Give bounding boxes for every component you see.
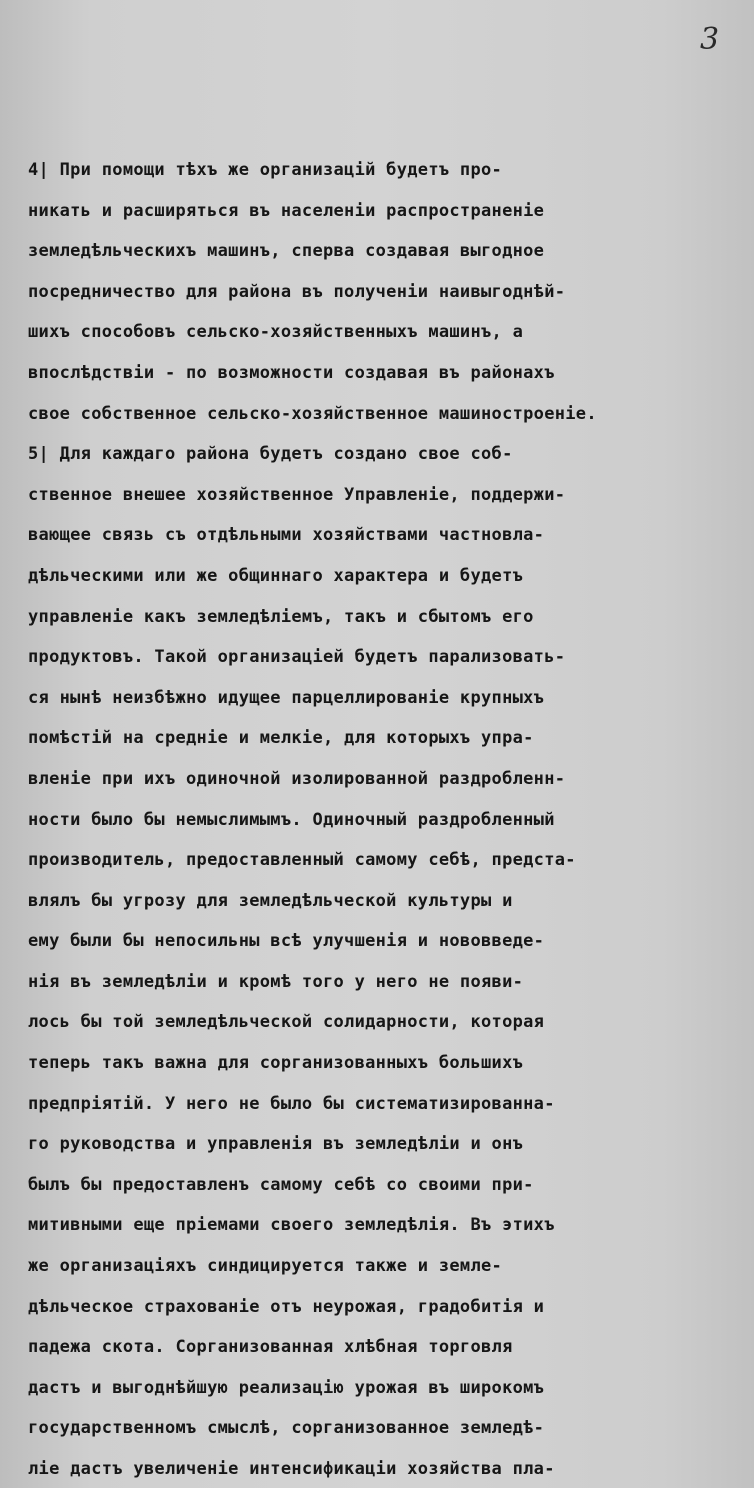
text-line: ему были бы непосильны всѣ улучшенія и нововведе-: [28, 931, 545, 952]
text-line: помѣстій на средніе и мелкіе, для которыхъ упра-: [28, 728, 534, 749]
text-line: падежа скота. Сорганизованная хлѣбная торговля: [28, 1337, 513, 1358]
text-line: посредничество для района въ полученіи наивыгоднѣй-: [28, 281, 566, 302]
text-line: 4| При помощи тѣхъ же организацій будетъ про-: [28, 160, 503, 180]
text-line: управленіе какъ земледѣліемъ, такъ и сбытомъ его: [28, 606, 534, 627]
text-line: государственномъ смыслѣ, сорганизованное земледѣ-: [28, 1418, 545, 1439]
text-line: шихъ способовъ сельско-хозяйственныхъ машинъ, а: [28, 322, 524, 343]
text-line: ственное внешее хозяйственное Управленіе, поддержи-: [28, 484, 566, 505]
text-line: дѣльческими или же общиннаго характера и будетъ: [28, 565, 524, 586]
typed-text-body: [28, 150, 708, 1488]
text-line: предпріятій. У него не было бы систематизированна-: [28, 1093, 555, 1114]
text-line: ліе дастъ увеличеніе интенсификаціи хозяйства пла-: [28, 1459, 555, 1479]
text-line: впослѣдствіи - по возможности создавая въ районахъ: [28, 362, 555, 383]
text-line: земледѣльческихъ машинъ, сперва создавая выгодное: [28, 241, 545, 262]
text-line: дастъ и выгоднѣйшую реализацію урожая въ широкомъ: [28, 1377, 545, 1398]
text-line: ся нынѣ неизбѣжно идущее парцеллированіе крупныхъ: [28, 687, 545, 708]
text-line: влялъ бы угрозу для земледѣльческой культуры и: [28, 890, 513, 911]
text-line: производитель, предоставленный самому себѣ, предста-: [28, 850, 576, 871]
text-line: продуктовъ. Такой организаціей будетъ парализовать-: [28, 647, 566, 668]
text-line: же организаціяхъ синдицируется также и земле-: [28, 1256, 503, 1277]
text-line: нія въ земледѣліи и кромѣ того у него не появи-: [28, 971, 524, 992]
text-line: 5| Для каждаго района будетъ создано свое соб-: [28, 444, 513, 465]
text-line: никать и расширяться въ населеніи распространеніе: [28, 200, 545, 221]
text-line: теперь такъ важна для сорганизованныхъ большихъ: [28, 1053, 524, 1074]
page-number: 3: [700, 22, 720, 57]
text-line: митивными еще пріемами своего земледѣлія. Въ этихъ: [28, 1215, 555, 1236]
text-line: былъ бы предоставленъ самому себѣ со своими при-: [28, 1174, 534, 1195]
text-line: свое собственное сельско-хозяйственное машиностроеніе.: [28, 403, 597, 424]
text-line: вленіе при ихъ одиночной изолированной раздробленн-: [28, 768, 566, 789]
text-line: ности было бы немыслимымъ. Одиночный раздробленный: [28, 809, 555, 830]
text-line: лось бы той земледѣльческой солидарности, которая: [28, 1012, 545, 1033]
text-line: вающее связь съ отдѣльными хозяйствами частновла-: [28, 525, 545, 546]
text-line: дѣльческое страхованіе отъ неурожая, градобитія и: [28, 1296, 545, 1317]
text-line: го руководства и управленія въ земледѣліи и онъ: [28, 1134, 524, 1155]
